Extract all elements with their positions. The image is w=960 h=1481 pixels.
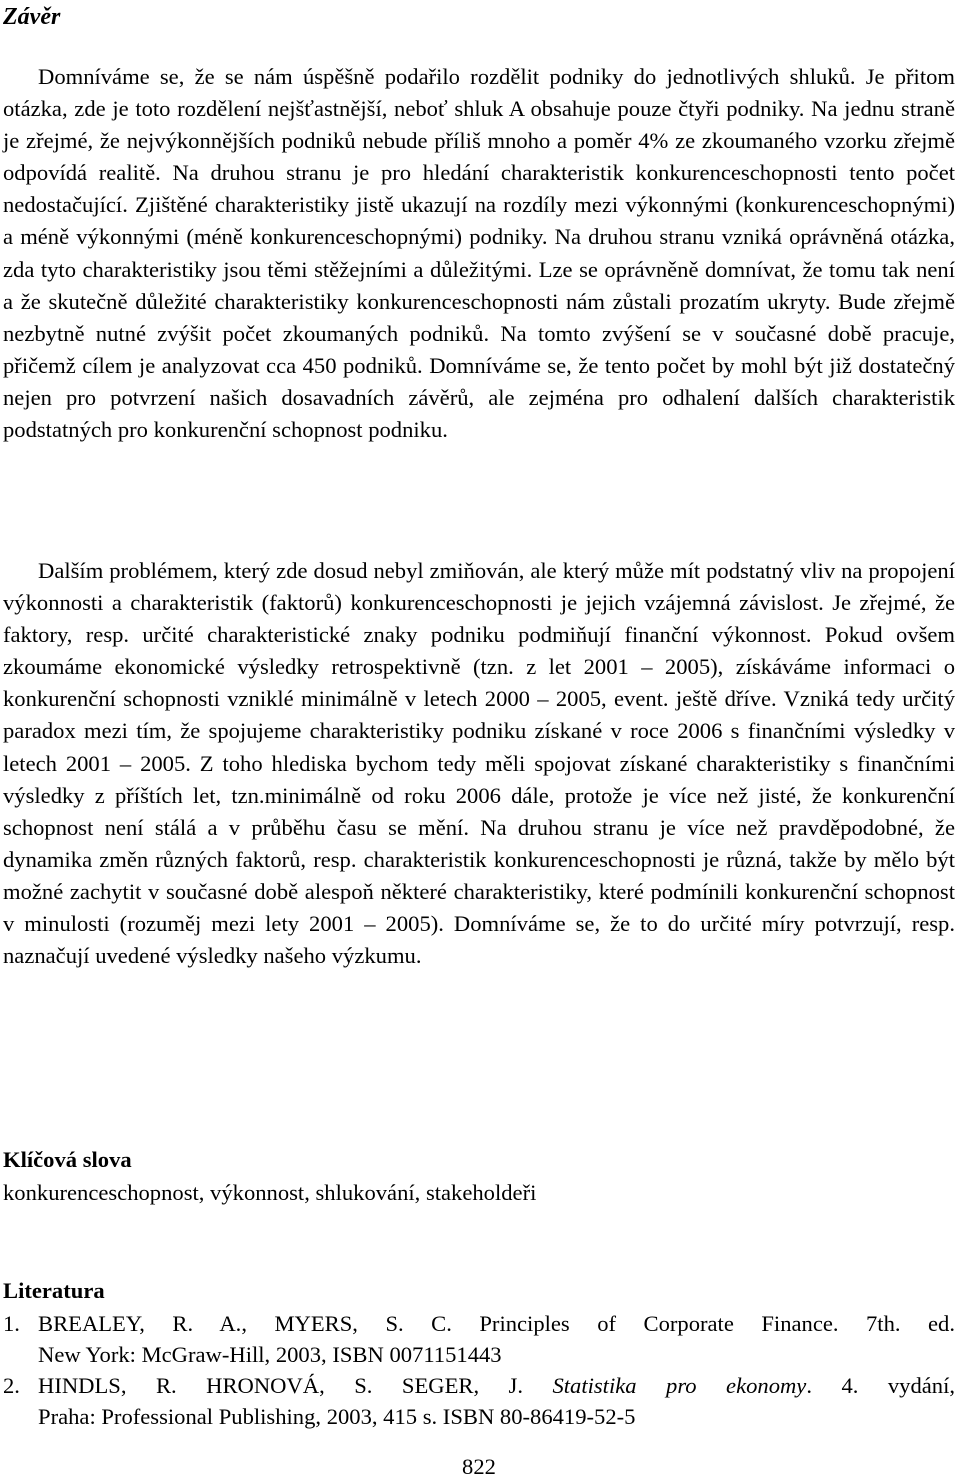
reference-line: BREALEY, R. A., MYERS, S. C. Principles of Corporate Finance. 7th. ed.	[38, 1311, 955, 1336]
paragraph-1: Domníváme se, že se nám úspěšně podařilo rozdělit podniky do jednotlivých shluků. Je přitom otázka, zde je toto rozdělení nejšťastnější, neboť shluk A obsahuje pouze čtyři podniky. Na jednu straně je zřejmé, že nejvýkonnějších podniků nebude příliš mnoho a poměr 4% ze zkoumaného vzorku zřejmě odpovídá realitě. Na druhou stranu je pro hledání charakteristik konkurenceschopnosti tento počet nedostačující. Zjištěné charakteristiky jistě ukazují na rozdíly mezi výkonnými (konkurenceschopnými) a méně výkonnými (méně konkurenceschopnými) podniky. Na druhou stranu vzniká oprávněná otázka, zda tyto charakteristiky jsou těmi stěžejními a důležitými. Lze se oprávněně domnívat, že tomu tak není a že skutečně důležité charakteristiky konkurenceschopnosti nám zůstali prozatím ukryty. Bude zřejmě nezbytně nutné zvýšit počet zkoumaných podniků. Na tomto zvýšení se v současné době pracuje, přičemž cílem je analyzovat cca 450 podniků. Domníváme se, že tento počet by mohl být již dostatečný nejen pro potvrzení našich dosavadních závěrů, ale zejména pro odhalení dalších charakteristik podstatných pro konkurenční schopnost podniku.	[3, 64, 955, 443]
paragraph-2: Dalším problémem, který zde dosud nebyl zmiňován, ale který může mít podstatný vliv na propojení výkonnosti a charakteristik (faktorů) konkurenceschopnosti je jejich vzájemná závislost. Je zřejmé, že faktory, resp. určité charakteristické znaky podniku podmiňují finanční výkonnost. Pokud ovšem zkoumáme ekonomické výsledky retrospektivně (tzn. z let 2001 – 2005), získáváme informaci o konkurenční schopnosti vzniklé minimálně v letech 2000 – 2005, event. ještě dříve. Vzniká tedy určitý paradox mezi tím, že spojujeme charakteristiky podniku získané v roce 2006 s finančními výsledky v letech 2001 – 2005. Z toho hlediska bychom tedy měli spojovat získané charakteristiky s finančními výsledky z příštích let, tzn.minimálně od roku 2006 dále, protože je více než jisté, že konkurenční schopnost není stálá a v průběhu času se mění. Na druhou stranu je více než pravděpodobné, že dynamika změn různých faktorů, resp. charakteristik konkurenceschopnosti je různá, takže by mělo být možné zachytit v současné době alespoň některé charakteristiky, které podmínili konkurenční schopnost v minulosti (rozuměj mezi lety 2001 – 2005). Domníváme se, že to do určité míry potvrzují, resp. naznačují uvedené výsledky našeho výzkumu.	[3, 558, 955, 969]
keywords-heading: Klíčová slova	[3, 1147, 132, 1172]
reference-line: Praha: Professional Publishing, 2003, 415 s. ISBN 80-86419-52-5	[38, 1404, 636, 1429]
reference-title: Statistika pro ekonomy	[552, 1373, 807, 1398]
reference-item	[3, 1370, 955, 1432]
keywords-text: konkurenceschopnost, výkonnost, shlukování, stakeholdeři	[3, 1180, 537, 1205]
reference-edition: . 4. vydání,	[806, 1373, 956, 1398]
section-title: Závěr	[3, 4, 61, 30]
reference-number: 1.	[3, 1311, 20, 1336]
reference-line: New York: McGraw-Hill, 2003, ISBN 0071151443	[38, 1342, 502, 1367]
literature-heading: Literatura	[3, 1278, 105, 1303]
reference-authors: HINDLS, R. HRONOVÁ, S. SEGER, J.	[38, 1373, 553, 1398]
reference-list	[3, 1308, 955, 1432]
reference-item	[3, 1308, 955, 1370]
reference-number: 2.	[3, 1373, 20, 1398]
page-number: 822	[462, 1454, 496, 1479]
